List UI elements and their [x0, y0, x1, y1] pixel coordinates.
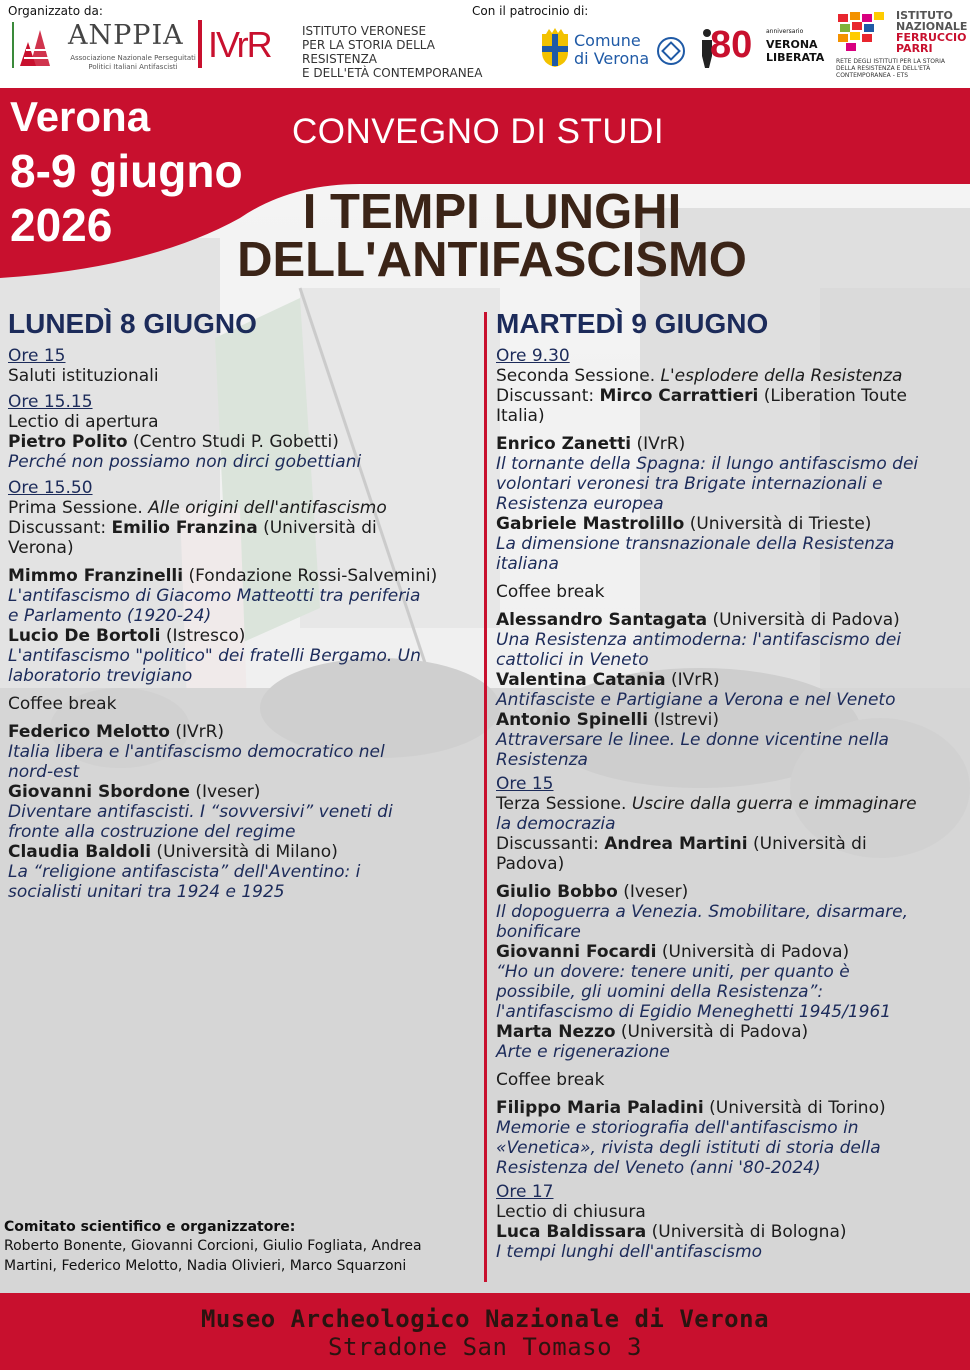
talk-title: Una Resistenza antimoderna: l'antifascismo dei [496, 630, 901, 650]
sponsor-header [0, 0, 970, 88]
committee-names: Roberto Bonente, Giovanni Corcioni, Giulio Fogliata, Andrea [4, 1238, 422, 1254]
speaker-affiliation: (Iveser) [617, 882, 689, 902]
session-title: Uscire dalla guerra e immaginare [631, 794, 917, 814]
speaker-affiliation: (Centro Studi P. Gobetti) [127, 432, 339, 452]
speaker-name: Gabriele Mastrolillo [496, 514, 685, 534]
speaker-name: Federico Melotto [8, 722, 170, 742]
speaker-affiliation: (IVrR) [169, 722, 225, 742]
speaker-name: Filippo Maria Paladini [496, 1098, 704, 1118]
talk-title: Diventare antifascisti. I “sovversivi” veneti di [8, 802, 393, 822]
parri-line: ISTITUTO [896, 9, 953, 22]
speaker-name: Giovanni Focardi [496, 942, 657, 962]
discussant-affiliation: (Università di [747, 834, 867, 854]
anniv-line: VERONA [766, 38, 818, 51]
speaker-affiliation: (Università di Padova) [707, 610, 900, 630]
parri-mosaic-icon [836, 10, 886, 54]
talk-title: Arte e rigenerazione [496, 1042, 670, 1062]
session-label: Terza Sessione. [496, 794, 632, 814]
session-label: Prima Sessione. [8, 498, 149, 518]
speaker-affiliation: (IVrR) [665, 670, 720, 690]
talk-title: italiana [496, 554, 559, 574]
speaker-name: Lucio De Bortoli [8, 626, 161, 646]
discussant-affiliation-cont: Italia) [496, 406, 545, 426]
program-line: Saluti istituzionali [8, 366, 159, 386]
unesco-heritage-icon [656, 36, 686, 66]
session-line [8, 498, 473, 518]
poster-body [0, 88, 970, 1293]
speaker-name: Marta Nezzo [496, 1022, 616, 1042]
verona-shield-icon [540, 28, 570, 68]
event-type: CONVEGNO DI STUDI [292, 112, 665, 151]
venue-name: Museo Archeologico Nazionale di Verona [200, 1305, 770, 1333]
parri-name [896, 10, 967, 54]
speaker-line [496, 670, 958, 690]
istituto-parri-logo [836, 10, 966, 84]
speaker-name: Pietro Polito [8, 432, 128, 452]
speaker-affiliation: (Iveser) [189, 782, 261, 802]
verona-name [574, 32, 649, 68]
coffee-break: Coffee break [496, 582, 605, 602]
event-title [222, 185, 762, 287]
talk-title: fronte alla costruzione del regime [8, 822, 296, 842]
speaker-affiliation: (Università di Trieste) [684, 514, 872, 534]
scientific-committee [4, 1218, 480, 1276]
discussant-line [496, 834, 958, 854]
speaker-line [496, 1098, 958, 1118]
column-divider [484, 312, 487, 1282]
event-title-line: DELL'ANTIFASCISMO [237, 233, 747, 287]
ivrr-sub-line: E DELL'ETÀ CONTEMPORANEA [302, 66, 483, 80]
speaker-line [496, 434, 958, 454]
talk-title: nord-est [8, 762, 80, 782]
session-title-cont: la democrazia [496, 814, 616, 834]
ivrr-name: IVrR [208, 24, 271, 65]
speaker-line [8, 566, 473, 586]
parri-line: FERRUCCIO [896, 31, 967, 44]
speaker-affiliation: (Università di Bologna) [646, 1222, 847, 1242]
day-2-program [496, 308, 958, 1262]
session-title: L'esplodere della Resistenza [660, 366, 903, 386]
speaker-line [496, 1022, 958, 1042]
session-line [496, 794, 958, 814]
speaker-affiliation: (Istresco) [160, 626, 246, 646]
talk-title: Il dopoguerra a Venezia. Smobilitare, disarmare, [496, 902, 909, 922]
talk-title: L'antifascismo "politico" dei fratelli Bergamo. Un [8, 646, 421, 666]
speaker-affiliation: (Università di Padova) [615, 1022, 809, 1042]
ivrr-bar [198, 20, 202, 68]
talk-title: laboratorio trevigiano [8, 666, 193, 686]
coffee-break: Coffee break [496, 1070, 605, 1090]
talk-title: La “religione antifascista” dell'Aventino: i [8, 862, 361, 882]
verona-liberata-80-logo [700, 24, 830, 78]
verona-name-line: di Verona [574, 49, 650, 68]
speaker-line [496, 710, 958, 730]
speaker-line [8, 782, 473, 802]
speaker-line [8, 842, 473, 862]
event-year: 2026 [10, 199, 113, 251]
speaker-affiliation: (Università di Torino) [703, 1098, 886, 1118]
verona-liberata-text [766, 38, 824, 64]
talk-title: I tempi lunghi dell'antifascismo [496, 1242, 763, 1262]
anniversary-number: 80 [710, 24, 753, 66]
speaker-name: Luca Baldissara [496, 1222, 647, 1242]
anniv-line: LIBERATA [766, 51, 825, 64]
discussant-affiliation: (Liberation Toute [758, 386, 907, 406]
speaker-name: Claudia Baldoli [8, 842, 152, 862]
talk-title: Resistenza europea [496, 494, 664, 514]
speaker-line [8, 722, 473, 742]
session-label: Seconda Sessione. [496, 366, 661, 386]
speaker-line [8, 626, 473, 646]
organized-by-label: Organizzato da: [8, 4, 103, 18]
talk-title: bonificare [496, 922, 581, 942]
day-1-heading: LUNEDÌ 8 GIUGNO [8, 308, 257, 339]
talk-title: cattolici in Veneto [496, 650, 649, 670]
anppia-name: ANPPIA [68, 20, 184, 51]
day-1-program [8, 308, 473, 902]
anppia-subtitle: Associazione Nazionale Perseguitati Politici Italiani Antifascisti [70, 54, 196, 71]
talk-title: Resistenza del Veneto (anni '80-2024) [496, 1158, 821, 1178]
committee-names: Martini, Federico Melotto, Nadia Olivieri, Marco Squarzoni [4, 1258, 407, 1274]
discussant-affiliation: (Università di [257, 518, 377, 538]
session-time: Ore 17 [496, 1182, 554, 1202]
speaker-line [496, 882, 958, 902]
discussant-label: Discussant: [496, 386, 600, 406]
ivrr-sub-line: PER LA STORIA DELLA RESISTENZA [302, 38, 435, 66]
committee-title: Comitato scientifico e organizzatore: [4, 1219, 296, 1235]
discussant-label: Discussanti: [496, 834, 605, 854]
parri-line: NAZIONALE [896, 20, 968, 33]
coffee-break: Coffee break [8, 694, 117, 714]
discussant-affiliation-cont: Verona) [8, 538, 74, 558]
parri-line: PARRI [896, 42, 933, 55]
event-title-line: I TEMPI LUNGHI [302, 185, 682, 239]
speaker-line [496, 942, 958, 962]
talk-title: Resistenza [496, 750, 588, 770]
discussant-line [8, 518, 473, 538]
ivrr-subtitle [302, 24, 508, 80]
talk-title: l'antifascismo di Egidio Meneghetti 1945/1961 [496, 1002, 892, 1022]
speaker-affiliation: (Fondazione Rossi-Salvemini) [183, 566, 438, 586]
speaker-line [496, 610, 958, 630]
talk-title: volontari veronesi tra Brigate internazionali e [496, 474, 883, 494]
session-time: Ore 15 [8, 346, 66, 366]
venue-footer [0, 1293, 970, 1370]
speaker-affiliation: (Università di Milano) [151, 842, 338, 862]
talk-title: Perché non possiamo non dirci gobettiani [8, 452, 362, 472]
discussant-name: Andrea Martini [604, 834, 748, 854]
speaker-name: Mimmo Franzinelli [8, 566, 184, 586]
discussant-name: Emilio Franzina [111, 518, 258, 538]
speaker-name: Antonio Spinelli [496, 710, 648, 730]
talk-title: possibile, gli uomini della Resistenza”: [496, 982, 824, 1002]
patronage-label: Con il patrocinio di: [472, 4, 589, 18]
talk-title: e Parlamento (1920-24) [8, 606, 212, 626]
talk-title: Il tornante della Spagna: il lungo antifascismo dei [496, 454, 919, 474]
speaker-affiliation: (Istrevi) [647, 710, 720, 730]
speaker-name: Alessandro Santagata [496, 610, 708, 630]
speaker-name: Enrico Zanetti [496, 434, 632, 454]
session-time: Ore 9.30 [496, 346, 570, 366]
discussant-name: Mirco Carrattieri [599, 386, 759, 406]
program-line: Lectio di apertura [8, 412, 159, 432]
talk-title: Memorie e storiografia dell'antifascismo in [496, 1118, 859, 1138]
speaker-name: Valentina Catania [496, 670, 666, 690]
ivrr-sub-line: ISTITUTO VERONESE [302, 24, 427, 38]
verona-name-line: Comune [574, 31, 641, 50]
venue-address: Stradone San Tomaso 3 [328, 1333, 642, 1361]
session-time: Ore 15.50 [8, 478, 93, 498]
discussant-affiliation-cont: Padova) [496, 854, 565, 874]
talk-title: L'antifascismo di Giacomo Matteotti tra periferia [8, 586, 421, 606]
discussant-line [496, 386, 958, 406]
anppia-mark-icon [10, 20, 60, 70]
anniversary-label: anniversario [766, 28, 804, 35]
talk-title: Antifasciste e Partigiane a Verona e nel Veneto [496, 690, 896, 710]
ivrr-logo [198, 20, 508, 80]
session-time: Ore 15.15 [8, 392, 93, 412]
speaker-line [496, 514, 958, 534]
session-time: Ore 15 [496, 774, 554, 794]
talk-title: Italia libera e l'antifascismo democratico nel [8, 742, 385, 762]
program-line: Lectio di chiusura [496, 1202, 646, 1222]
day-2-heading: MARTEDÌ 9 GIUGNO [496, 308, 769, 339]
speaker-affiliation: (Università di Padova) [656, 942, 850, 962]
speaker-name: Giovanni Sbordone [8, 782, 190, 802]
speaker-name: Giulio Bobbo [496, 882, 618, 902]
event-dates [10, 144, 243, 252]
talk-title: Attraversare le linee. Le donne vicentine nella [496, 730, 889, 750]
talk-title: “Ho un dovere: tenere uniti, per quanto è [496, 962, 850, 982]
anppia-logo [10, 20, 196, 72]
speaker-line [8, 432, 473, 452]
talk-title: «Venetica», rivista degli istituti di storia della [496, 1138, 881, 1158]
talk-title: La dimensione transnazionale della Resistenza [496, 534, 895, 554]
session-title: Alle origini dell'antifascismo [148, 498, 387, 518]
event-dates-line: 8-9 giugno [10, 145, 243, 197]
session-line [496, 366, 958, 386]
event-city: Verona [10, 93, 151, 140]
speaker-line [496, 1222, 958, 1242]
speaker-affiliation: (IVrR) [631, 434, 686, 454]
parri-subtitle: RETE DEGLI ISTITUTI PER LA STORIA DELLA RESISTENZA E DELL'ETÀ CONTEMPORANEA - ETS [836, 58, 946, 79]
discussant-label: Discussant: [8, 518, 112, 538]
talk-title: socialisti unitari tra 1924 e 1925 [8, 882, 285, 902]
